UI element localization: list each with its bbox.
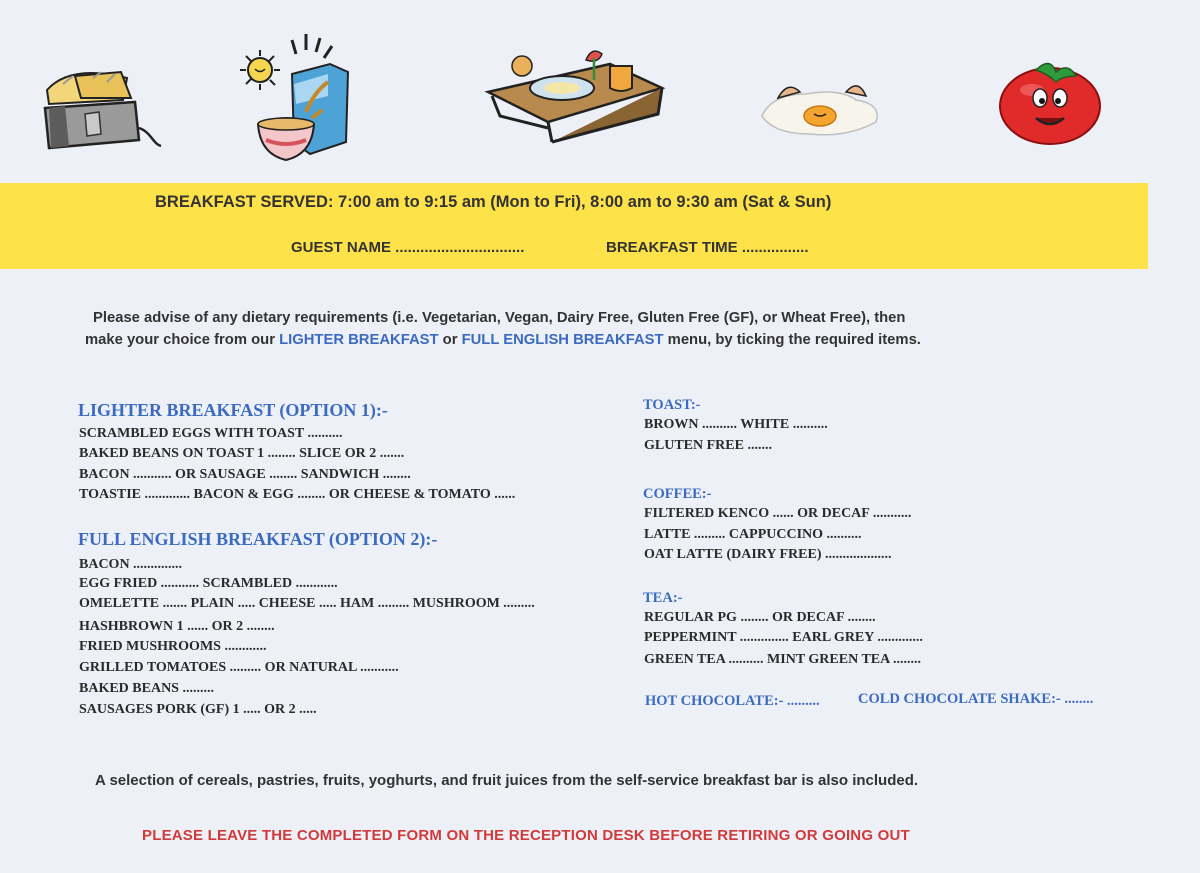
self-service-note: A selection of cereals, pastries, fruits, yoghurts, and fruit juices from the self-service breakfast bar is also included. (95, 772, 919, 789)
menu-item[interactable]: OAT LATTE (DAIRY FREE) ................... (644, 547, 892, 562)
toaster-icon (35, 68, 163, 156)
menu-item[interactable]: OMELETTE ....... PLAIN ..... CHEESE ..... HAM ......... MUSHROOM ......... (79, 596, 535, 611)
menu-item[interactable]: FILTERED KENCO ...... OR DECAF ........... (644, 506, 912, 521)
menu-item[interactable]: GRILLED TOMATOES ......... OR NATURAL ........... (79, 660, 399, 675)
intro-line-2 (85, 332, 921, 348)
menu-item[interactable]: EGG FRIED ........... SCRAMBLED ............ (79, 576, 338, 591)
menu-item[interactable]: BACON ........... OR SAUSAGE ........ SANDWICH ........ (79, 467, 411, 482)
intro-text: make your choice from our (85, 332, 280, 348)
full-english-heading: FULL ENGLISH BREAKFAST (OPTION 2):- (78, 529, 438, 549)
intro-lighter-breakfast: LIGHTER BREAKFAST (279, 332, 439, 348)
toast-heading: TOAST:- (643, 397, 701, 413)
coffee-heading: COFFEE:- (643, 486, 712, 502)
menu-item[interactable]: FRIED MUSHROOMS ............ (79, 639, 267, 654)
tomato-icon (996, 56, 1104, 146)
cold-chocolate-item[interactable]: COLD CHOCOLATE SHAKE:- ........ (858, 691, 1094, 707)
intro-text: or (438, 332, 462, 348)
menu-item[interactable]: HASHBROWN 1 ...... OR 2 ........ (79, 619, 275, 634)
menu-item[interactable]: PEPPERMINT .............. EARL GREY ............. (644, 630, 923, 645)
intro-full-english: FULL ENGLISH BREAKFAST (461, 332, 664, 348)
menu-item[interactable]: BAKED BEANS ON TOAST 1 ........ SLICE OR 2 ....... (79, 446, 405, 461)
tea-heading: TEA:- (643, 590, 683, 606)
menu-item[interactable]: SAUSAGES PORK (GF) 1 ..... OR 2 ..... (79, 702, 317, 717)
fried-egg-icon (758, 72, 884, 138)
menu-item[interactable]: REGULAR PG ........ OR DECAF ........ (644, 610, 876, 625)
menu-item[interactable]: LATTE ......... CAPPUCCINO .......... (644, 527, 862, 542)
guest-name-field[interactable]: GUEST NAME ............................... (291, 239, 525, 256)
intro-text: menu, by ticking the required items. (663, 332, 921, 348)
breakfast-served-hours: BREAKFAST SERVED: 7:00 am to 9:15 am (Mon to Fri), 8:00 am to 9:30 am (Sat & Sun) (155, 193, 832, 211)
menu-item[interactable]: GREEN TEA .......... MINT GREEN TEA ........ (644, 652, 921, 667)
menu-item[interactable]: SCRAMBLED EGGS WITH TOAST .......... (79, 426, 343, 441)
breakfast-tray-icon (482, 44, 666, 148)
menu-item[interactable]: BACON .............. (79, 557, 183, 572)
menu-item[interactable]: BAKED BEANS ......... (79, 681, 214, 696)
hot-chocolate-item[interactable]: HOT CHOCOLATE:- ......... (645, 693, 820, 709)
reception-warning: PLEASE LEAVE THE COMPLETED FORM ON THE RECEPTION DESK BEFORE RETIRING OR GOING OUT (142, 827, 910, 844)
breakfast-time-field[interactable]: BREAKFAST TIME ................ (606, 239, 809, 256)
menu-item[interactable]: TOASTIE ............. BACON & EGG ........ OR CHEESE & TOMATO ...... (79, 487, 516, 502)
menu-item[interactable]: BROWN .......... WHITE .......... (644, 417, 828, 432)
lighter-breakfast-heading: LIGHTER BREAKFAST (OPTION 1):- (78, 400, 388, 420)
menu-item[interactable]: GLUTEN FREE ....... (644, 438, 772, 453)
cereal-icon (236, 32, 352, 166)
intro-line-1: Please advise of any dietary requirements (i.e. Vegetarian, Vegan, Dairy Free, Gluten Free (GF), or Wheat Free), then (93, 310, 906, 326)
